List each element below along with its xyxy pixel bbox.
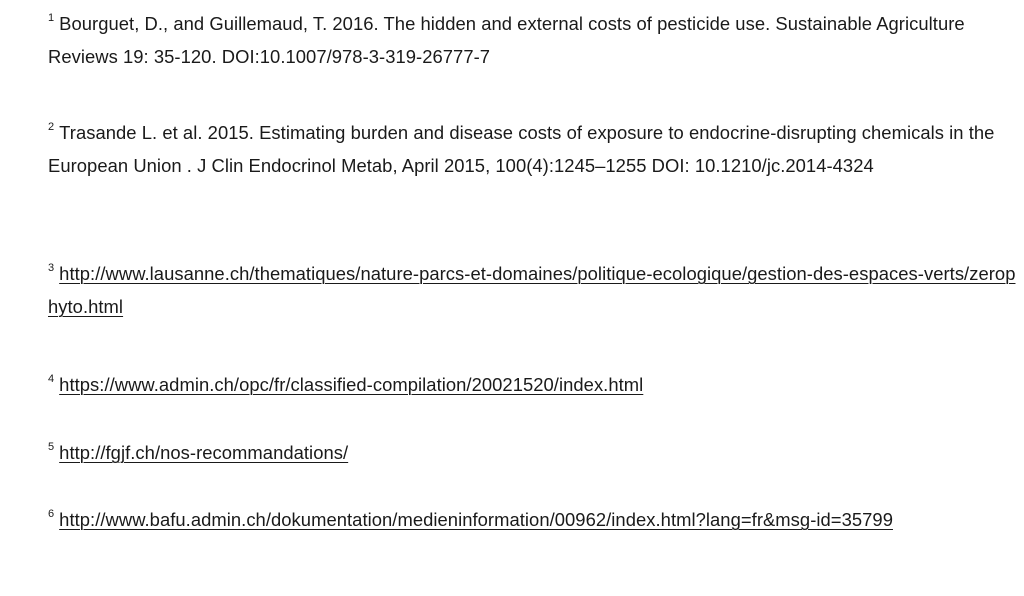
footnote-1-number: 1	[48, 11, 55, 24]
footnote-5	[48, 436, 1020, 469]
footnote-3-number: 3	[48, 261, 55, 274]
footnote-1	[48, 7, 1020, 73]
footnote-6-number: 6	[48, 507, 55, 520]
footnote-2	[48, 116, 1020, 182]
footnote-4-link[interactable]: https://www.admin.ch/opc/fr/classified-compilation/20021520/index.html	[59, 374, 644, 395]
footnote-3-link[interactable]: http://www.lausanne.ch/thematiques/nature-parcs-et-domaines/politique-ecologique/gestion-des-espaces-verts/zerophyto.html	[48, 263, 1016, 317]
footnote-1-text: Bourguet, D., and Guillemaud, T. 2016. The hidden and external costs of pesticide use. Sustainable Agriculture Reviews 19: 35-120. DOI:10.1007/978-3-319-26777-7	[48, 13, 965, 67]
footnote-6-link[interactable]: http://www.bafu.admin.ch/dokumentation/medieninformation/00962/index.html?lang=fr&msg-id=35799	[59, 509, 893, 530]
footnote-6	[48, 503, 1020, 536]
footnote-2-text: Trasande L. et al. 2015. Estimating burden and disease costs of exposure to endocrine-disrupting chemicals in the European Union . J Clin Endocrinol Metab, April 2015, 100(4):1245–1255 DOI: 10.1210/jc.2014-4324	[48, 122, 995, 176]
footnote-4-number: 4	[48, 372, 55, 385]
footnote-3	[48, 257, 1020, 323]
footnote-2-number: 2	[48, 120, 55, 133]
footnote-5-number: 5	[48, 440, 55, 453]
footnote-4	[48, 368, 1020, 401]
footnote-5-link[interactable]: http://fgjf.ch/nos-recommandations/	[59, 442, 349, 463]
